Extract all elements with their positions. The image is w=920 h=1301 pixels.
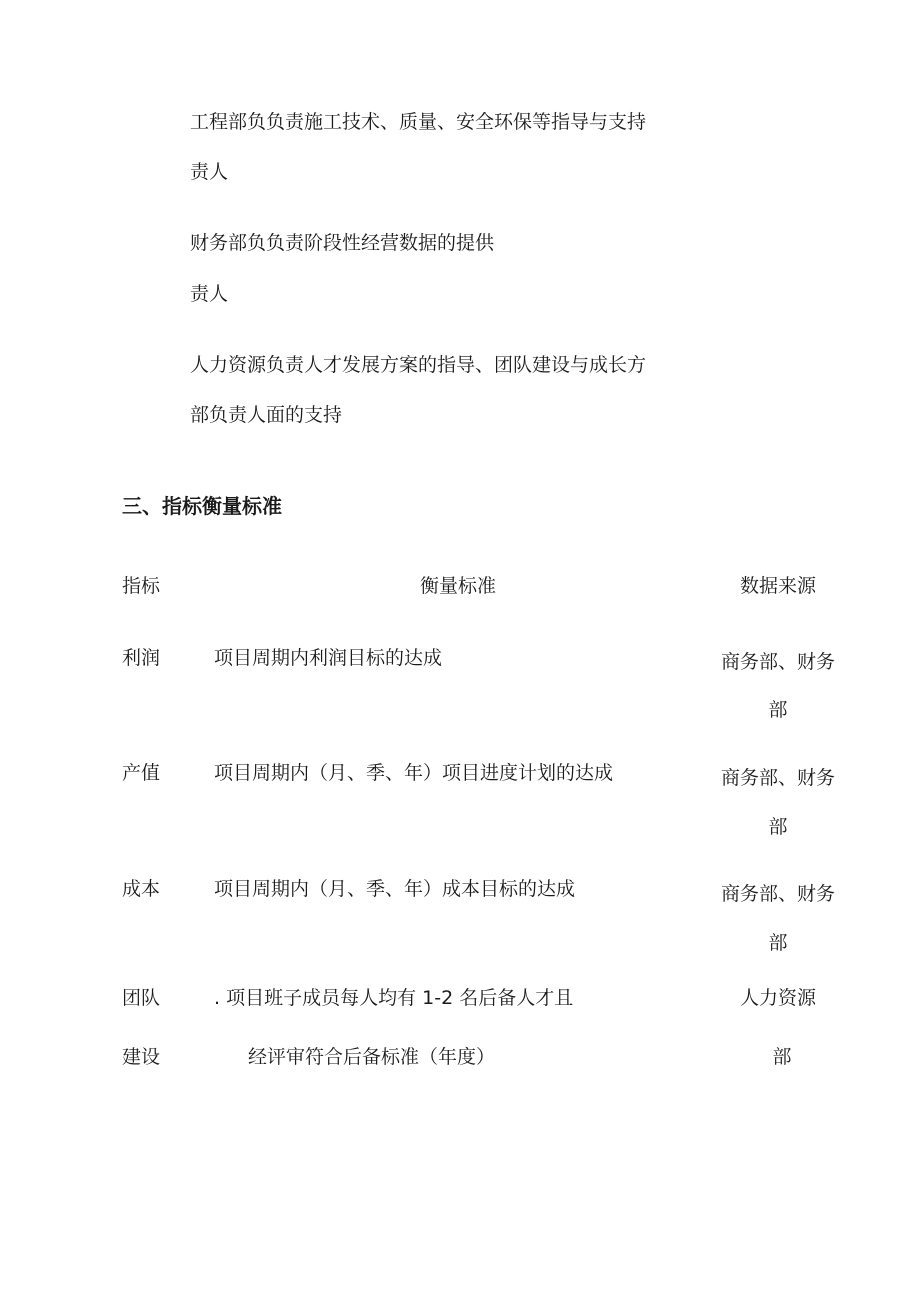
responsibility-3-line-1: 人力资源负责人才发展方案的指导、团队建设与成长方 (190, 354, 647, 376)
row-2-source-line-2: 部 (768, 816, 788, 838)
row-1-source-line-1: 商务部、财务 (720, 651, 835, 673)
row-3-standard: 项目周期内（月、季、年）成本目标的达成 (214, 878, 576, 900)
row-1-source-line-2: 部 (768, 699, 788, 721)
row-1-indicator: 利润 (122, 647, 161, 669)
row-3-indicator: 成本 (122, 878, 161, 900)
row-1-standard: 项目周期内利润目标的达成 (214, 647, 443, 669)
row-4-standard-line-2: 经评审符合后备标准（年度） (248, 1046, 496, 1068)
responsibility-1-line-2: 责人 (190, 161, 229, 183)
row-4-source-line-1: 人力资源 (739, 987, 816, 1009)
row-4-standard-line-1: . 项目班子成员每人均有 1-2 名后备人才且 (214, 987, 574, 1009)
row-2-source-line-1: 商务部、财务 (720, 767, 835, 789)
header-indicator: 指标 (122, 575, 161, 597)
responsibility-2-line-2: 责人 (190, 283, 229, 305)
row-4-source-line-2: 部 (772, 1046, 792, 1068)
row-3-source-line-2: 部 (768, 932, 788, 954)
row-4-indicator-line-1: 团队 (122, 987, 161, 1009)
row-4-indicator-line-2: 建设 (122, 1046, 161, 1068)
responsibility-3-line-2: 部负责人面的支持 (190, 404, 343, 426)
responsibility-1-line-1: 工程部负负责施工技术、质量、安全环保等指导与支持 (190, 111, 647, 133)
row-2-indicator: 产值 (122, 762, 161, 784)
header-standard: 衡量标准 (419, 575, 496, 597)
section-title: 三、指标衡量标准 (122, 494, 282, 518)
row-2-standard: 项目周期内（月、季、年）项目进度计划的达成 (214, 762, 614, 784)
row-3-source-line-1: 商务部、财务 (720, 883, 835, 905)
responsibility-2-line-1: 财务部负负责阶段性经营数据的提供 (190, 232, 495, 254)
header-source: 数据来源 (739, 575, 816, 597)
